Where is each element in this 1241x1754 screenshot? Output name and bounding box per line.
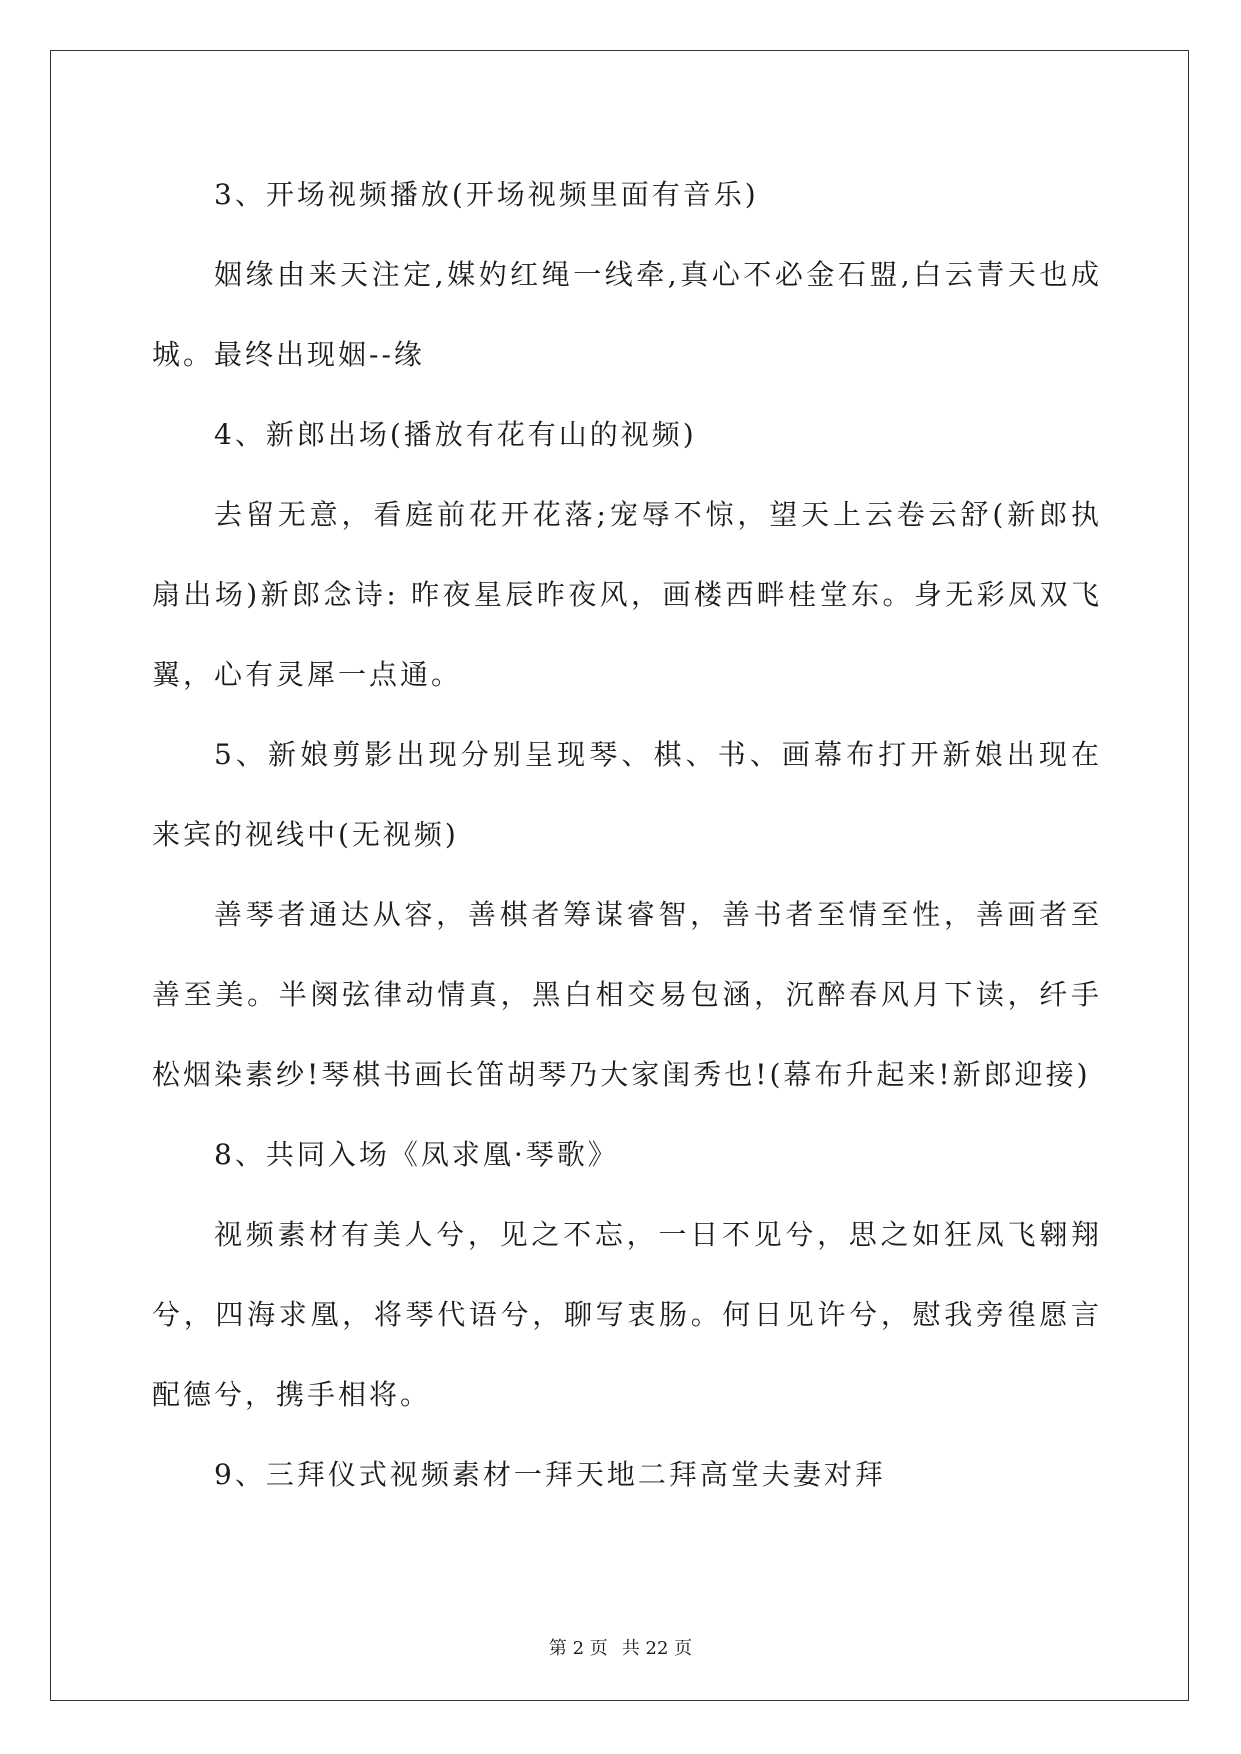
paragraph-bride-text: 善琴者通达从容，善棋者筹谋睿智，善书者至情至性，善画者至善至美。半阕弦律动情真，黑白相交易包涵，沉醉春风月下读，纤手松烟染素纱!琴棋书画长笛胡琴乃大家闺秀也!(幕布升起来!新郎迎接) — [152, 898, 1102, 1091]
page-footer — [0, 1634, 1241, 1660]
paragraph-section-4: 4、新郎出场(播放有花有山的视频) — [214, 418, 697, 451]
document-body — [152, 155, 1102, 1515]
page-number: 第 2 页 — [548, 1638, 608, 1659]
paragraph-section-9: 9、三拜仪式视频素材一拜天地二拜高堂夫妻对拜 — [214, 1458, 886, 1491]
paragraph-section-8: 8、共同入场《凤求凰·琴歌》 — [214, 1138, 619, 1171]
paragraph-section-3: 3、开场视频播放(开场视频里面有音乐) — [214, 178, 759, 211]
paragraph-section-5: 5、新娘剪影出现分别呈现琴、棋、书、画幕布打开新娘出现在来宾的视线中(无视频) — [152, 738, 1102, 851]
paragraph-groom-poem: 去留无意，看庭前花开花落;宠辱不惊，望天上云卷云舒(新郎执扇出场)新郎念诗: 昨夜星辰昨夜风，画楼西畔桂堂东。身无彩凤双飞翼，心有灵犀一点通。 — [152, 498, 1102, 691]
paragraph-song-text: 视频素材有美人兮，见之不忘，一日不见兮，思之如狂凤飞翱翔兮，四海求凰，将琴代语兮，聊写衷肠。何日见许兮，慰我旁徨愿言配德兮，携手相将。 — [152, 1218, 1102, 1411]
page-total: 共 22 页 — [621, 1638, 693, 1659]
paragraph-opening-poem: 姻缘由来天注定,媒妁红绳一线牵,真心不必金石盟,白云青天也成城。最终出现姻--缘 — [152, 258, 1102, 371]
